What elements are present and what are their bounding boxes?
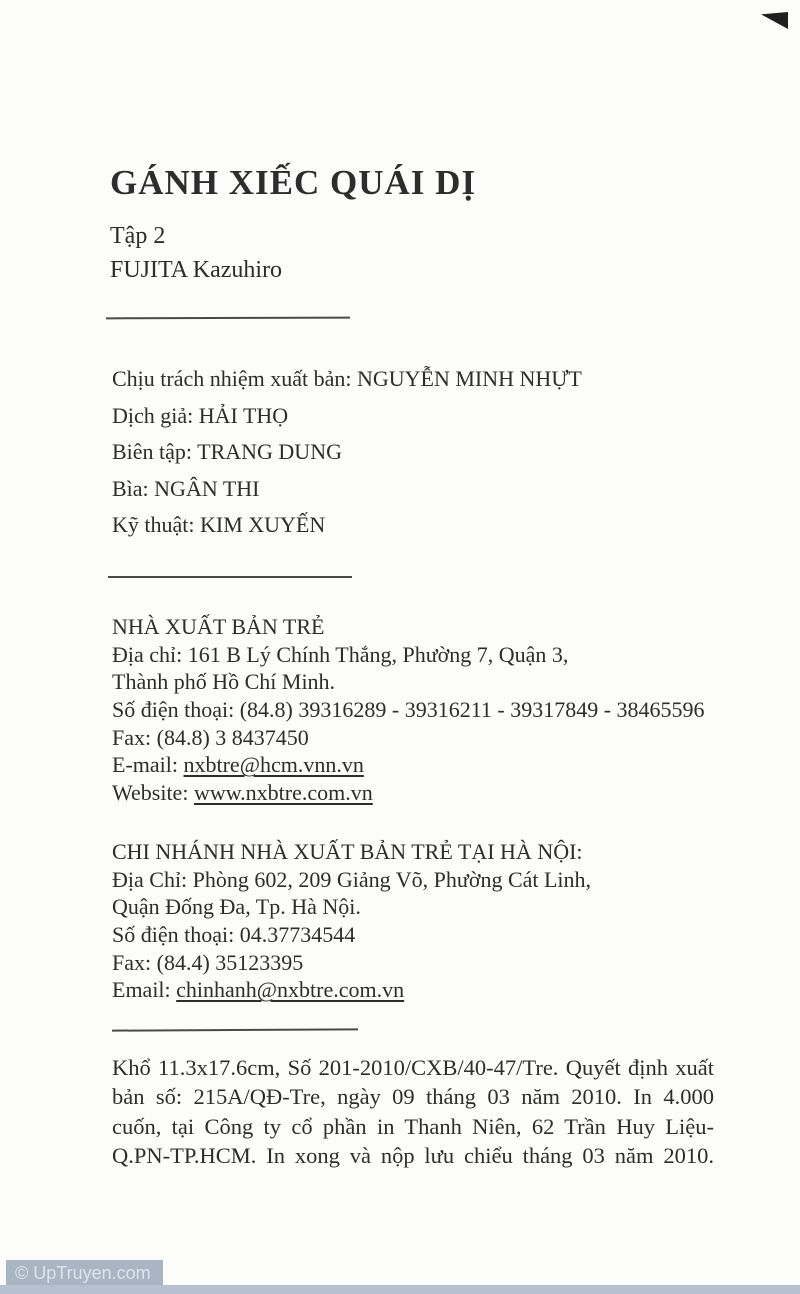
watermark-text: © UpTruyen.com [15,1263,151,1283]
print-run-info-paragraph [112,1055,714,1172]
author-name: FUJITA Kazuhiro [110,257,283,283]
watermark-badge [6,1260,163,1287]
divider-rule-3 [112,1028,358,1031]
publisher-website-line [112,780,705,808]
credit-line-translator: Dịch giả: HẢI THỌ [112,402,289,428]
branch-email-address: chinhanh@nxbtre.com.vn [176,977,405,1003]
branch-section [112,839,591,1005]
credit-line-technical: Kỹ thuật: KIM XUYẾN [112,512,326,537]
page-corner-fold-icon [761,12,788,29]
publisher-address-line1: Địa chỉ: 161 B Lý Chính Thắng, Phường 7, Quận 3, [112,641,569,667]
publisher-website-label: Website: [112,780,194,806]
branch-email-line [112,977,591,1005]
credit-line-cover: Bìa: NGÂN THI [112,475,260,501]
branch-fax: Fax: (84.4) 35123395 [112,949,304,975]
publisher-address-line2: Thành phố Hồ Chí Minh. [112,669,336,695]
print-info-line: cuốn, tại Công ty cổ phần in Thanh Niên, 62 Trần Huy Liệu- [112,1113,714,1139]
print-info-line: Khổ 11.3x17.6cm, Số 201-2010/CXB/40-47/Tre. Quyết định xuất [112,1055,714,1080]
publisher-fax: Fax: (84.8) 3 8437450 [112,724,309,750]
branch-phone: Số điện thoại: 04.37734544 [112,922,356,948]
print-info-line: bản số: 215A/QĐ-Tre, ngày 09 tháng 03 năm 2010. In 4.000 [112,1084,714,1110]
bottom-edge-strip [0,1285,800,1294]
credits-section [112,366,582,549]
publisher-email-line [112,752,705,780]
publisher-phone: Số điện thoại: (84.8) 39316289 - 39316211 - 39317849 - 38465596 [112,697,705,723]
branch-address-line2: Quận Đống Đa, Tp. Hà Nội. [112,894,361,920]
publisher-name: NHÀ XUẤT BẢN TRẺ [112,614,325,639]
divider-rule-1 [106,317,350,320]
publisher-email-address: nxbtre@hcm.vnn.vn [183,752,364,778]
credit-line-publishing-director: Chịu trách nhiệm xuất bản: NGUYỄN MINH NHỰT [112,366,582,391]
print-info-line: Q.PN-TP.HCM. In xong và nộp lưu chiểu tháng 03 năm 2010. [112,1142,714,1168]
book-title: GÁNH XIẾC QUÁI DỊ [110,163,477,202]
publisher-email-label: E-mail: [112,752,184,778]
divider-rule-2 [108,576,352,578]
branch-address-line1: Địa Chỉ: Phòng 602, 209 Giảng Võ, Phường Cát Linh, [112,866,592,892]
credit-line-editor: Biên tập: TRANG DUNG [112,439,342,464]
volume-label: Tập 2 [110,223,166,249]
publisher-website-url: www.nxbtre.com.vn [193,780,373,806]
publisher-section [112,614,705,808]
branch-email-label: Email: [112,977,177,1003]
branch-name: CHI NHÁNH NHÀ XUẤT BẢN TRẺ TẠI HÀ NỘI: [112,839,583,864]
